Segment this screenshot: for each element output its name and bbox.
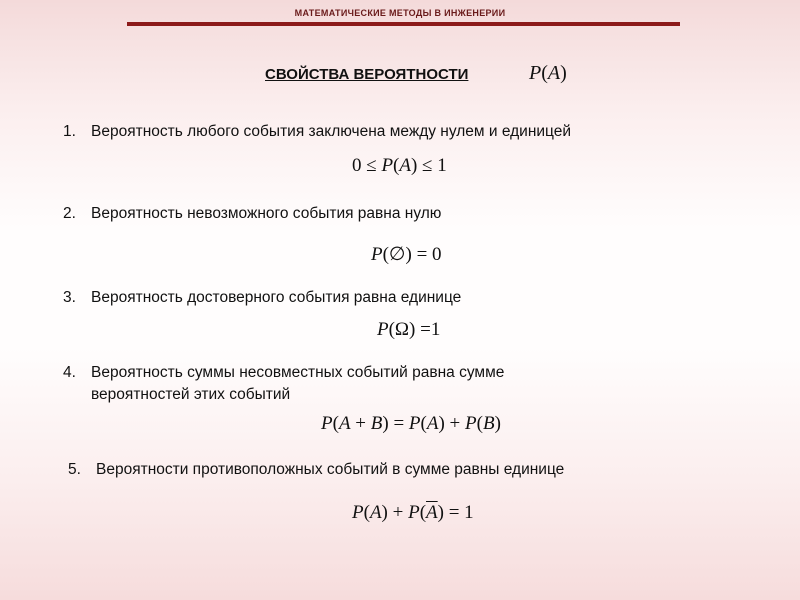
item-text: Вероятность суммы несовместных событий равна сумме — [91, 364, 505, 381]
item-text: Вероятность невозможного события равна нулю — [91, 205, 442, 222]
item-text-continued: вероятностей этих событий — [91, 386, 291, 403]
title-formula: P(A) — [529, 62, 567, 84]
item-number: 2. — [63, 205, 76, 222]
item-text: Вероятность достоверного события равна единице — [91, 289, 462, 306]
item-number: 5. — [68, 461, 81, 478]
item-text: Вероятность любого события заключена между нулем и единицей — [91, 123, 572, 140]
item-number: 1. — [63, 123, 76, 140]
formula-2: P(∅) = 0 — [371, 244, 442, 265]
item-text: Вероятности противоположных событий в сумме равны единице — [96, 461, 565, 478]
formula-4: P(A + B) = P(A) + P(B) — [321, 413, 501, 434]
item-number: 4. — [63, 364, 76, 381]
slide-title: СВОЙСТВА ВЕРОЯТНОСТИ — [265, 66, 469, 83]
formula-3: P(Ω) =1 — [377, 319, 441, 340]
header-divider — [127, 22, 680, 26]
formula-5: $P(A) + P(\overline{A}) = 1$ — [352, 502, 474, 523]
item-number: 3. — [63, 289, 76, 306]
formula-1: 0 ≤ P(A) ≤ 1 — [352, 155, 447, 176]
course-header: МАТЕМАТИЧЕСКИЕ МЕТОДЫ В ИНЖЕНЕРИИ — [294, 8, 506, 18]
